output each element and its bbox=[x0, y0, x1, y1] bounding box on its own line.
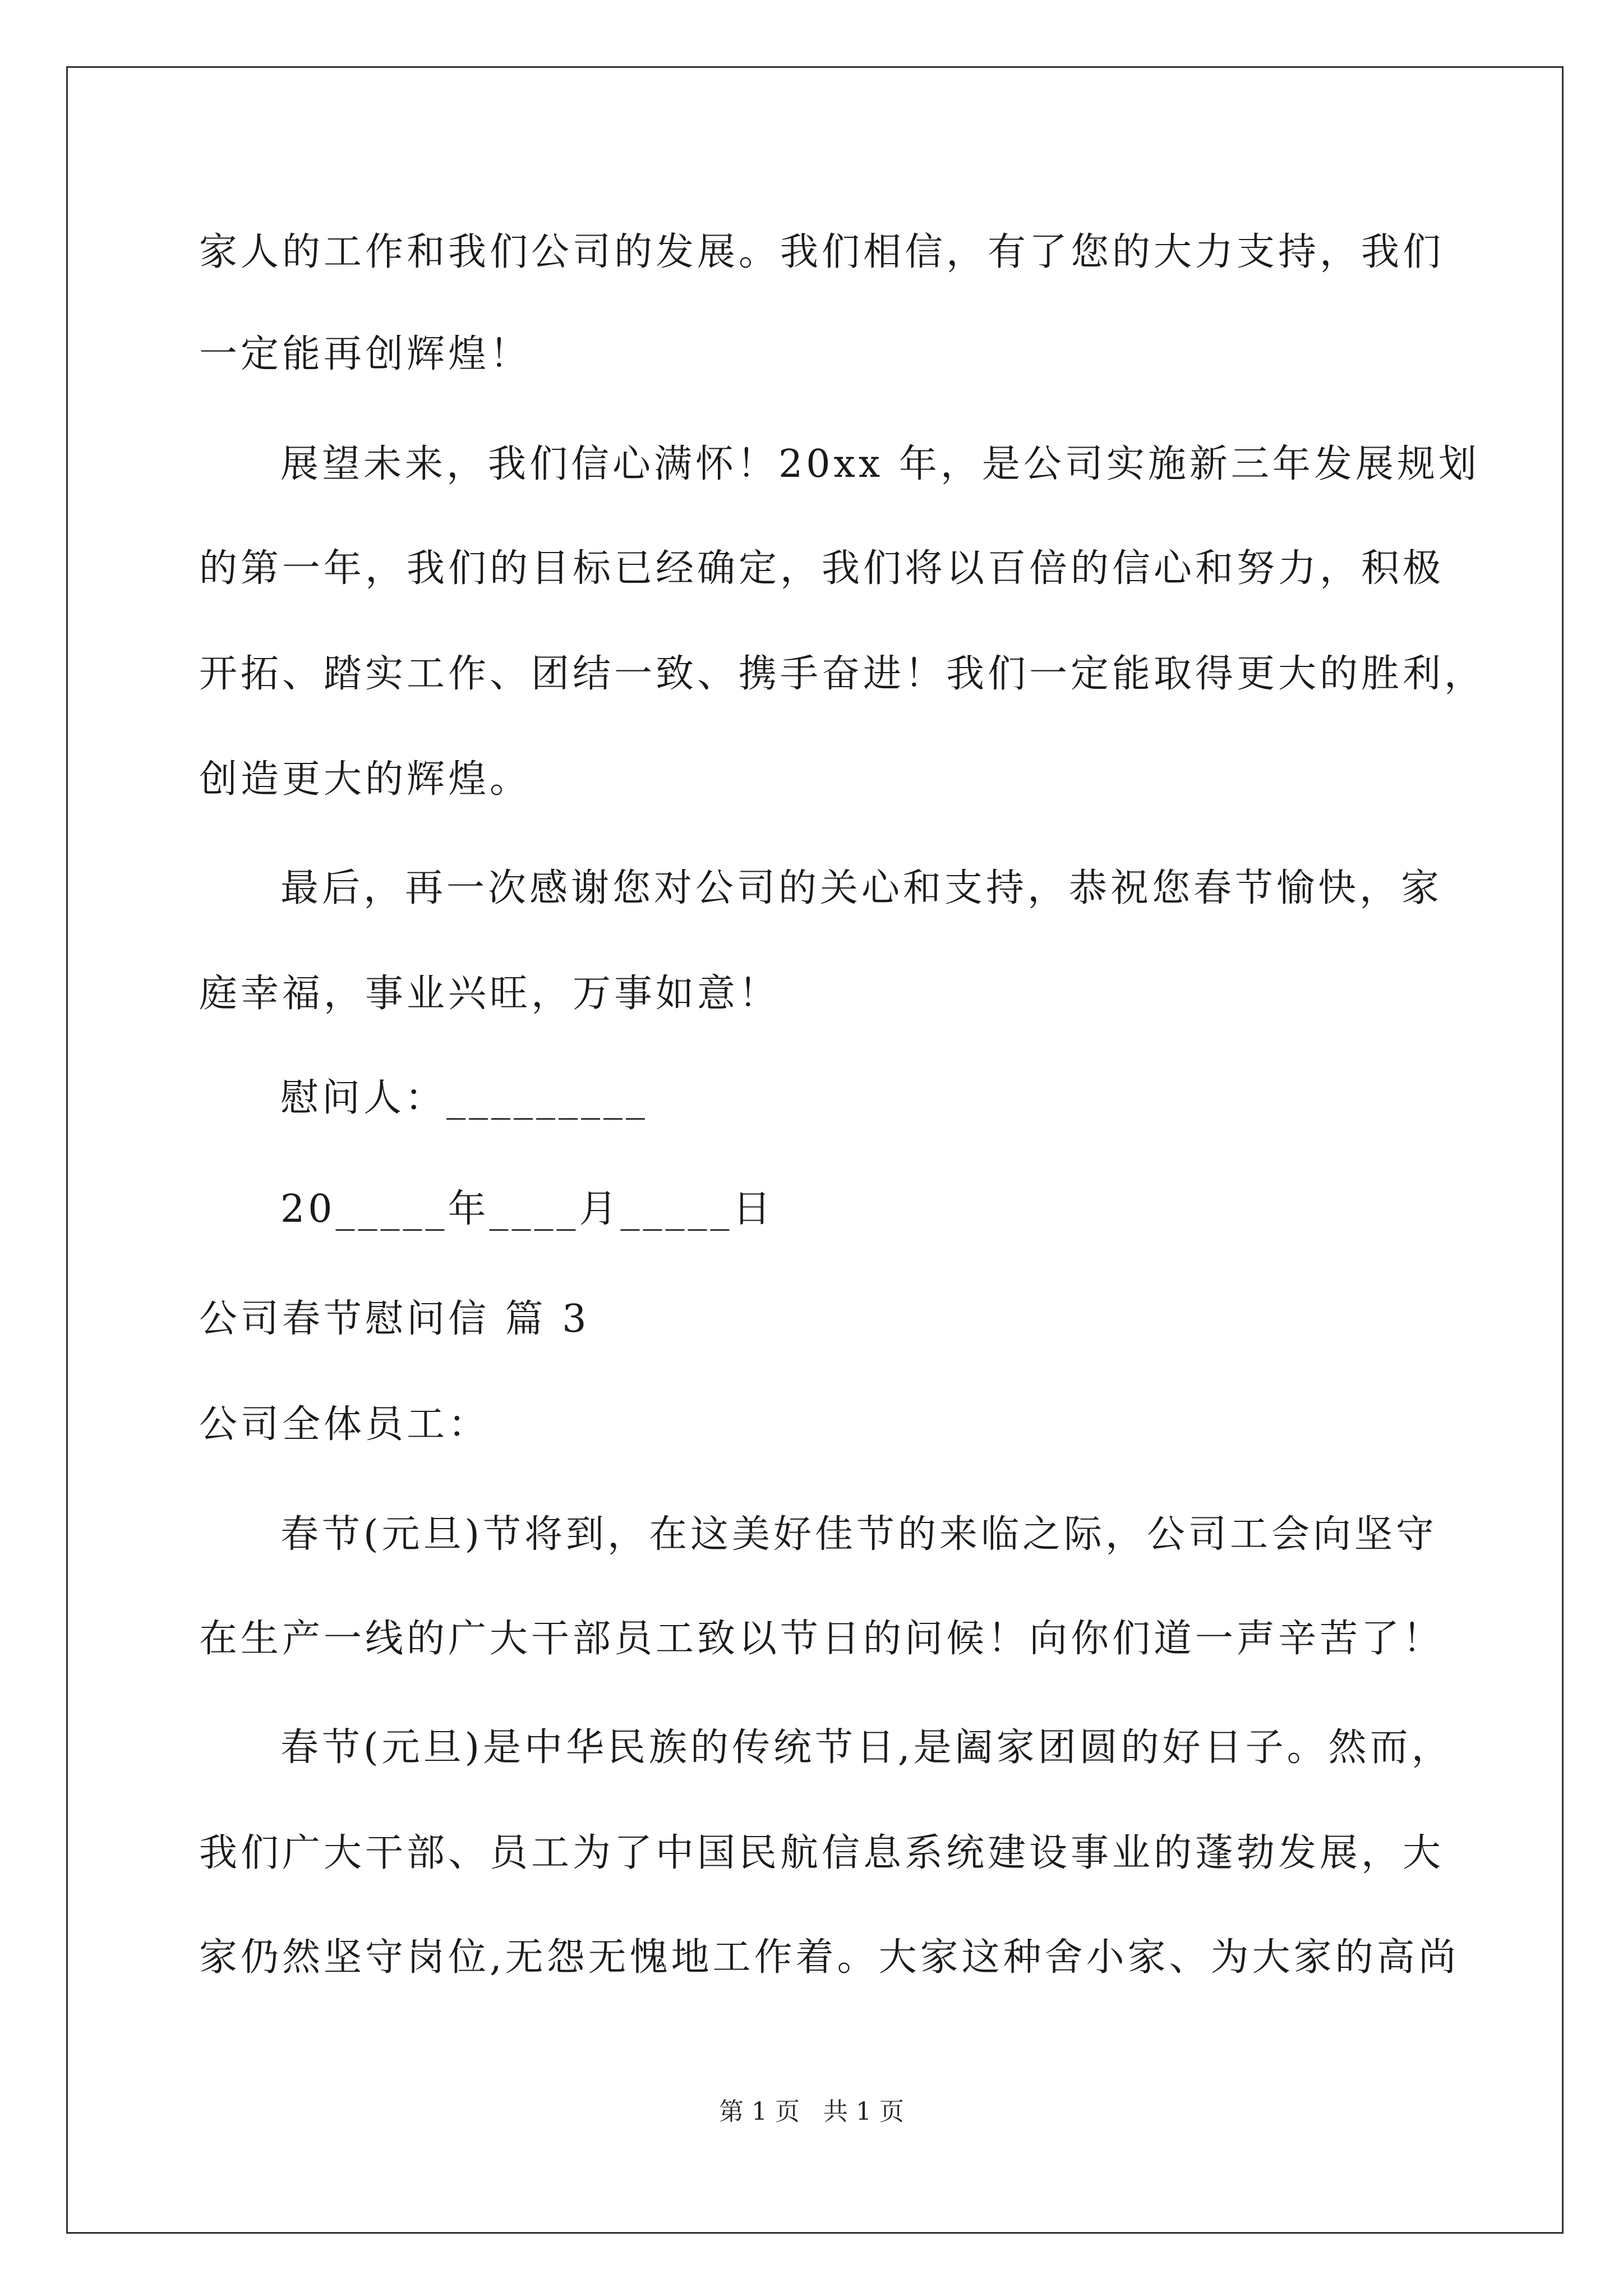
signatory-line: 慰问人：_________ bbox=[280, 1076, 649, 1120]
paragraph-first-line: 春节(元旦)节将到，在这美好佳节的来临之际，公司工会向坚守 bbox=[280, 1512, 1438, 1557]
page-number-footer: 第 1 页 共 1 页 bbox=[719, 2097, 904, 2126]
paragraph-first-line: 展望未来，我们信心满怀！20xx 年，是公司实施新三年发展规划 bbox=[280, 442, 1480, 486]
section-heading: 公司春节慰问信 篇 3 bbox=[199, 1297, 590, 1341]
body-text-line: 我们广大干部、员工为了中国民航信息系统建设事业的蓬勃发展，大 bbox=[199, 1831, 1445, 1875]
page-border bbox=[66, 66, 1564, 2234]
body-text-line: 开拓、踏实工作、团结一致、携手奋进！我们一定能取得更大的胜利， bbox=[199, 652, 1486, 696]
paragraph-first-line: 春节(元旦)是中华民族的传统节日,是阖家团圆的好日子。然而， bbox=[280, 1726, 1453, 1770]
date-line: 20_____年____月_____日 bbox=[280, 1187, 774, 1231]
body-text-line: 家人的工作和我们公司的发展。我们相信，有了您的大力支持，我们 bbox=[199, 230, 1445, 274]
body-text-line: 庭幸福，事业兴旺，万事如意！ bbox=[199, 972, 781, 1016]
paragraph-first-line: 最后，再一次感谢您对公司的关心和支持，恭祝您春节愉快，家 bbox=[280, 866, 1443, 910]
body-text-line: 一定能再创辉煌！ bbox=[199, 332, 532, 376]
body-text-line: 在生产一线的广大干部员工致以节日的问候！向你们道一声辛苦了！ bbox=[199, 1617, 1445, 1661]
salutation: 公司全体员工： bbox=[199, 1402, 490, 1447]
body-text-line: 的第一年，我们的目标已经确定，我们将以百倍的信心和努力，积极 bbox=[199, 546, 1445, 591]
body-text-line: 家仍然坚守岗位,无怨无愧地工作着。大家这种舍小家、为大家的高尚 bbox=[199, 1935, 1460, 1980]
body-text-line: 创造更大的辉煌。 bbox=[199, 757, 532, 802]
